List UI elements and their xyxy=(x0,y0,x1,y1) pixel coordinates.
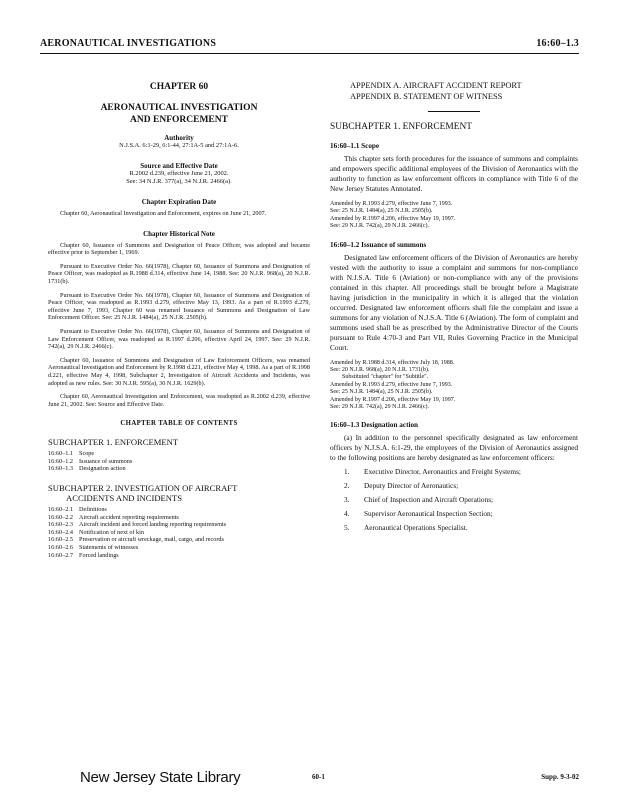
toc-entry[interactable] xyxy=(48,514,310,522)
list-item xyxy=(330,467,578,477)
history-paragraph: Chapter 60, Issuance of Summons and Designation of Law Enforcement Officers, was renamed Aeronautical Investigation and Enforcement by R.1998 d.221, effective May 4, 1998. As a part of R.1998 d.221, effective May 4, 1998, Subchapter 2, Investigation of Aircraft Accidents and Incidents, was adopted as new rules. See: 30 N.J.R. 595(a), 30 N.J.R. 1629(b). xyxy=(48,356,310,387)
header-rule xyxy=(40,53,579,54)
authority-label: Authority xyxy=(164,134,194,142)
page-footer xyxy=(40,769,579,789)
right-column xyxy=(330,80,578,533)
toc-entry-number: 16:60–2.1 xyxy=(48,506,73,514)
toc-entry-number: 16:60–1.2 xyxy=(48,457,73,465)
section-divider xyxy=(428,111,480,112)
toc-entry-title: Definitions xyxy=(79,506,107,514)
amendment-line: Amended by R.1997 d.206, effective May 19, 1997. xyxy=(330,215,456,222)
toc-entry[interactable] xyxy=(48,465,310,473)
toc-entry[interactable] xyxy=(48,458,310,466)
history-paragraph: Chapter 60, Aeronautical Investigation and Enforcement, was readopted as R.2002 d.239, effective June 21, 2002. See: Source and Effective Date. xyxy=(48,393,310,408)
toc-entry[interactable] xyxy=(48,529,310,537)
list-item-number: 1. xyxy=(344,467,350,477)
list-item-text: Deputy Director of Aeronautics; xyxy=(364,481,459,491)
section-heading-issuance: 16:60–1.2 Issuance of summons xyxy=(330,240,427,249)
toc-entry[interactable] xyxy=(48,506,310,514)
toc-entry[interactable] xyxy=(48,536,310,544)
amendment-note xyxy=(330,360,578,412)
toc-entry-number: 16:60–1.1 xyxy=(48,450,73,458)
page-number: 60-1 xyxy=(312,773,325,781)
list-item xyxy=(330,495,578,505)
toc-list-1 xyxy=(48,450,310,473)
appendix-a: APPENDIX A. AIRCRAFT ACCIDENT REPORT xyxy=(350,81,522,90)
toc-entry-title: Aircraft accident reporting requirements xyxy=(79,513,179,521)
chapter-title-line-1: AERONAUTICAL INVESTIGATION xyxy=(100,103,258,113)
section-heading-designation: 16:60–1.3 Designation action xyxy=(330,421,419,430)
source-label: Source and Effective Date xyxy=(140,162,218,170)
amendment-line: Amended by R.1993 d.279, effective June 7, 1993. xyxy=(330,381,453,388)
section-text-issuance: Designated law enforcement officers of the Division of Aeronautics are hereby vested with the authority to issue a complaint and summons for non-compliance with N.J.S.A. Title 6 (Aviation) or non-compliance with any of the provisions contained in this chapter. All proceedings shall be brought before a Magistrate having jurisdiction in the municipality in which it is alleged that the violation occurred. Designated law enforcement officers shall file the complaint and issue a summons for any violation of N.J.S.A. Title 6 (Aviation). The form of complaint and summons used shall be as prescribed by the Administrative Director of the Courts pursuant to Rule 4:70-3 and Part VII, Rules Governing Practice in the Municipal Court. xyxy=(330,252,578,352)
toc-entry[interactable] xyxy=(48,450,310,458)
toc-entry-number: 16:60–1.3 xyxy=(48,465,73,473)
list-item-number: 4. xyxy=(344,509,350,519)
toc-title: CHAPTER TABLE OF CONTENTS xyxy=(120,420,238,428)
toc-entry[interactable] xyxy=(48,521,310,529)
amendment-line: See: 25 N.J.R. 1484(a), 25 N.J.R. 2505(b). xyxy=(330,208,433,215)
chapter-number: CHAPTER 60 xyxy=(149,82,209,92)
header-section-number: 16:60–1.3 xyxy=(536,38,579,49)
amendment-line: Amended by R.1988 d.314, effective July 18, 1988. xyxy=(330,359,455,366)
toc-list-2 xyxy=(48,506,310,559)
source-line-2: See: 34 N.J.R. 377(a), 34 N.J.R. 2466(a). xyxy=(126,178,232,185)
chapter-title-line-2: AND ENFORCEMENT xyxy=(130,115,228,125)
toc-entry-title: Statements of witnesses xyxy=(79,544,139,552)
toc-entry-title: Preservation or aircraft wreckage, mail, cargo, and records xyxy=(79,536,224,544)
list-item xyxy=(330,509,578,519)
amendment-note xyxy=(330,201,578,231)
list-item-text: Aeronautical Operations Specialist. xyxy=(364,523,468,533)
amendment-line: See: 20 N.J.R. 968(a), 20 N.J.R. 1731(b). xyxy=(330,367,430,374)
toc-entry[interactable] xyxy=(48,552,310,560)
amendment-line: See: 29 N.J.R. 742(a), 29 N.J.R. 2466(c). xyxy=(330,404,429,411)
toc-entry[interactable] xyxy=(48,544,310,552)
history-paragraph: Pursuant to Executive Order No. 66(1978), Chapter 60, Issuance of Summons and Designation of Peace Officer, was readopted as R.1993 d.279, effective May 13, 1993. As a part of R.1993 d.279, effective June 7, 1993, Chapter 60 was renamed Issuance of Summons and Designation of Law Enforcement Officer. See: 25 N.J.R. 1484(a), 25 N.J.R. 2505(b). xyxy=(48,291,310,322)
expiration-label: Chapter Expiration Date xyxy=(141,198,217,206)
authority-text: N.J.S.A. 6:1-29, 6:1-44, 27:1A-5 and 27:1A-6. xyxy=(119,142,239,149)
list-item-text: Supervisor Aeronautical Inspection Section; xyxy=(364,509,493,519)
list-item xyxy=(330,523,578,533)
toc-subchapter-2-line-1: SUBCHAPTER 2. INVESTIGATION OF AIRCRAFT xyxy=(48,483,238,494)
amendment-line: Substituted "chapter" for "Subtitle". xyxy=(342,374,429,381)
list-item xyxy=(330,481,578,491)
list-item-text: Executive Director, Aeronautics and Freight Systems; xyxy=(364,467,521,477)
history-paragraph: Chapter 60, Issuance of Summons and Designation of Peace Officer, was adopted and became effective prior to September 1, 1969. xyxy=(48,241,310,257)
section-text-designation: (a) In addition to the personnel specifically designated as law enforcement officers by N.J.S.A. 6:1-29, the employees of the Division of Aeronautics assigned to the following positions are hereby designated as law enforcement officers: xyxy=(330,433,578,463)
toc-entry-title: Aircraft incident and forced landing reporting requirements xyxy=(79,521,227,529)
supplement-date: Supp. 9-3-02 xyxy=(541,773,579,781)
toc-entry-title: Notification of next of kin xyxy=(79,528,144,536)
history-paragraph: Pursuant to Executive Order No. 66(1978), Chapter 60, Issuance of Summons and Designation of Peace Officer, was readopted as R.1988 d.314, effective June 14, 1988. See: 20 N.J.R. 968(a), 20 N.J.R. 1731(b). xyxy=(48,262,310,285)
toc-entry-title: Issuance of summons xyxy=(79,457,133,465)
toc-entry-title: Scope xyxy=(79,450,95,458)
source-line-1: R.2002 d.239, effective June 21, 2002. xyxy=(129,170,229,177)
toc-entry-number: 16:60–2.6 xyxy=(48,544,73,552)
chapter-title xyxy=(48,102,310,126)
toc-entry-title: Designation action xyxy=(79,465,126,473)
list-item-number: 2. xyxy=(344,481,350,491)
amendment-line: See: 29 N.J.R. 742(a), 29 N.J.R. 2466(c). xyxy=(330,223,429,230)
library-stamp: New Jersey State Library xyxy=(80,769,241,786)
list-item-number: 3. xyxy=(344,495,350,505)
toc-entry-number: 16:60–2.5 xyxy=(48,536,73,544)
header-title: AERONAUTICAL INVESTIGATIONS xyxy=(40,38,217,49)
toc-entry-number: 16:60–2.3 xyxy=(48,521,73,529)
left-column xyxy=(48,80,310,559)
amendment-line: Amended by R.1997 d.206, effective May 19, 1997. xyxy=(330,396,456,403)
toc-entry-number: 16:60–2.2 xyxy=(48,513,73,521)
amendment-line: See: 25 N.J.R. 1484(a), 25 N.J.R. 2505(b). xyxy=(330,389,433,396)
toc-entry-number: 16:60–2.4 xyxy=(48,528,73,536)
expiration-text: Chapter 60, Aeronautical Investigation and Enforcement, expires on June 21, 2007. xyxy=(60,210,267,217)
running-header xyxy=(40,38,579,52)
toc-entry-number: 16:60–2.7 xyxy=(48,551,73,559)
history-paragraph: Pursuant to Executive Order No. 66(1978), Chapter 60, Issuance of Summons and Designation of Law Enforcement Officer, was readopted as R.1997 d.206, effective April 24, 1997. See: 29 N.J.R. 742(a), 29 N.J.R. 2466(c). xyxy=(48,327,310,351)
toc-subchapter-1: SUBCHAPTER 1. ENFORCEMENT xyxy=(48,437,179,448)
history-label: Chapter Historical Note xyxy=(143,229,215,238)
list-item-text: Chief of Inspection and Aircraft Operations; xyxy=(364,495,494,505)
section-text-scope: This chapter sets forth procedures for the issuance of summons and complaints and empowers specific additional employees of the Division of Aeronautics with the authority to function as law enforcement officers in compliance with Title 6 of the New Jersey Statutes Annotated. xyxy=(330,154,578,193)
toc-subchapter-2-line-2: ACCIDENTS AND INCIDENTS xyxy=(66,493,183,504)
toc-entry-title: Forced landings xyxy=(79,551,119,559)
appendix-b: APPENDIX B. STATEMENT OF WITNESS xyxy=(350,92,503,101)
amendment-line: Amended by R.1993 d.279, effective June 7, 1993. xyxy=(330,201,453,207)
designation-list xyxy=(330,467,578,533)
list-item-number: 5. xyxy=(344,523,350,533)
toc-subchapter-2 xyxy=(48,483,310,503)
subchapter-heading: SUBCHAPTER 1. ENFORCEMENT xyxy=(330,122,472,132)
section-heading-scope: 16:60–1.1 Scope xyxy=(330,142,380,150)
